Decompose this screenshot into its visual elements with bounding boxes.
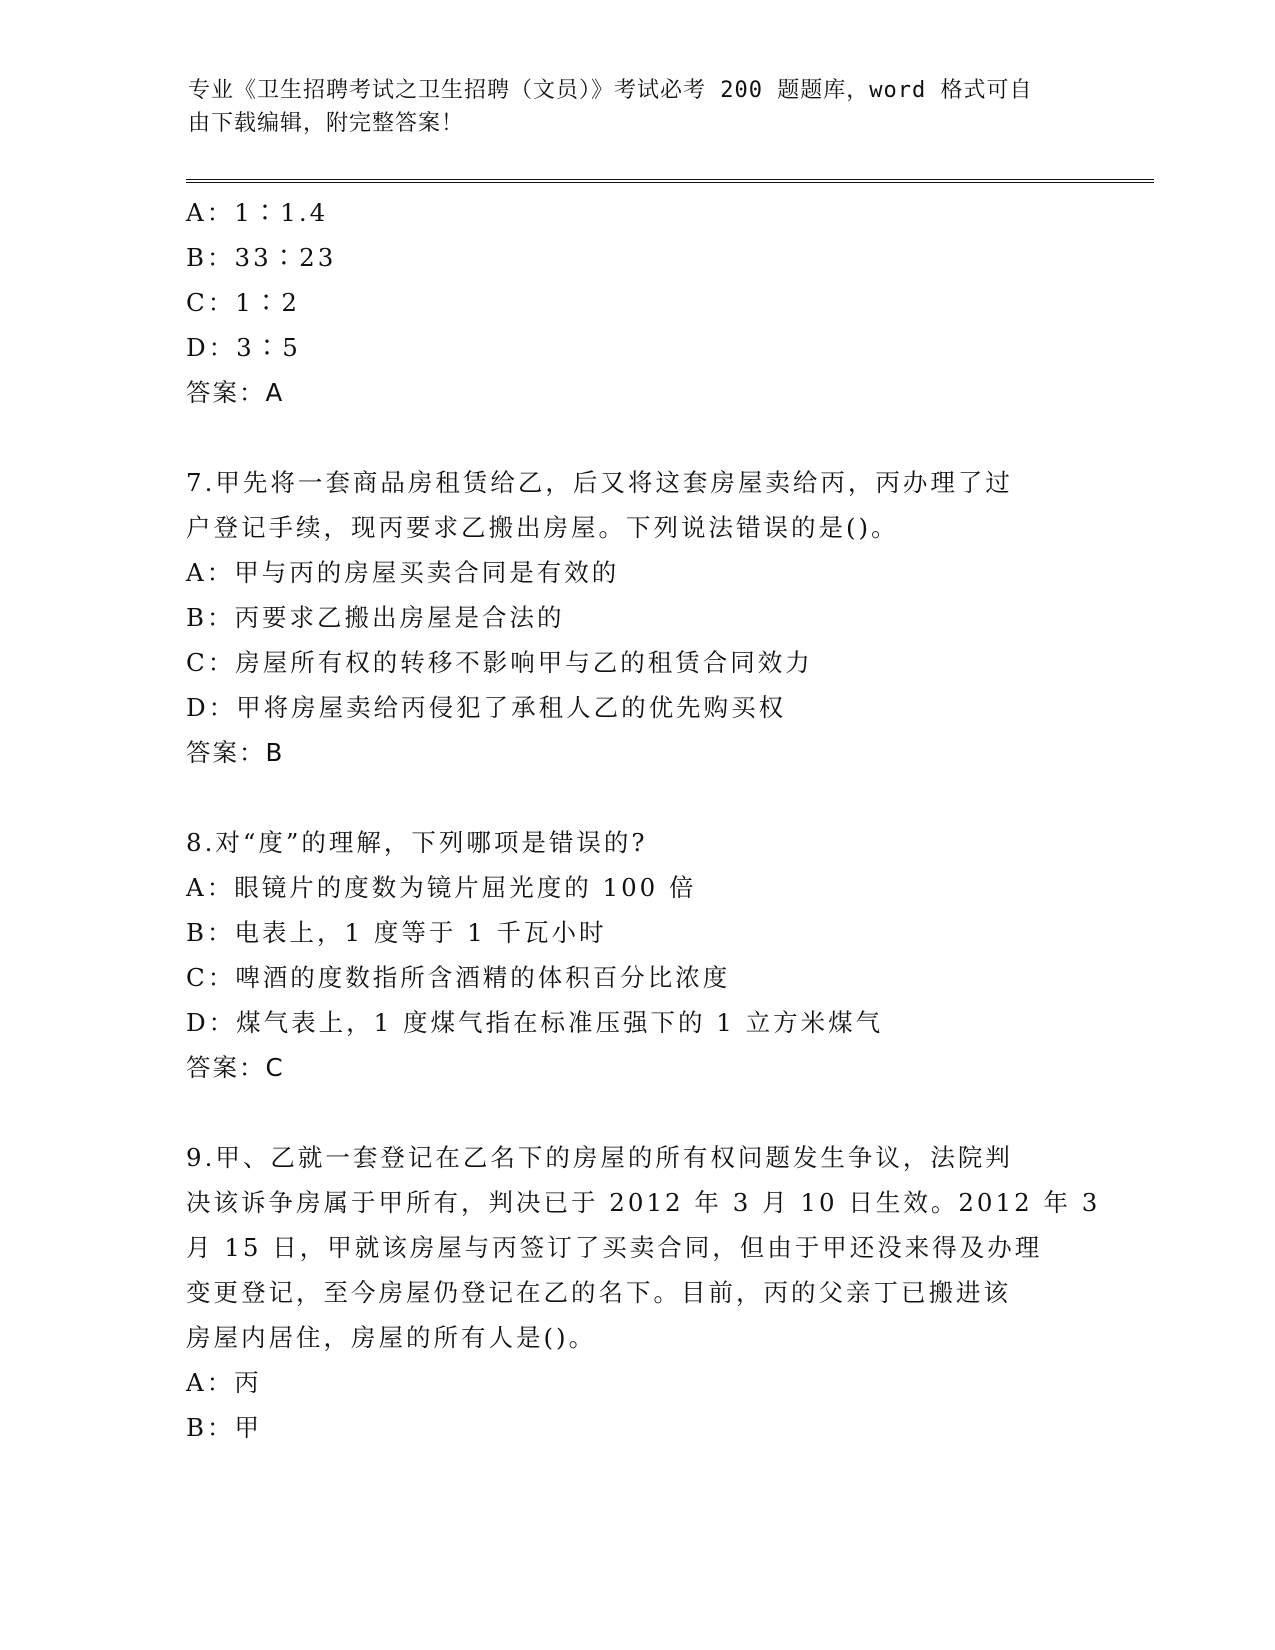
question-stem: 变更登记，至今房屋仍登记在乙的名下。目前，丙的父亲丁已搬进该 — [186, 1278, 1011, 1307]
header-line-1: 专业《卫生招聘考试之卫生招聘（文员）》考试必考 200 题题库，word 格式可自 — [188, 78, 1033, 103]
option-a: A：丙 — [186, 1368, 262, 1397]
question-list — [186, 190, 1101, 1450]
option-d: D：甲将房屋卖给丙侵犯了承租人乙的优先购买权 — [186, 693, 787, 722]
answer: 答案：C — [186, 1053, 285, 1082]
option-a: A：甲与丙的房屋买卖合同是有效的 — [186, 558, 620, 587]
header-divider — [186, 179, 1154, 183]
option-c: C：房屋所有权的转移不影响甲与乙的租赁合同效力 — [186, 648, 813, 677]
question-stem: 8.对“度”的理解，下列哪项是错误的? — [186, 828, 648, 857]
spacer — [186, 1090, 1086, 1135]
question-stem: 月 15 日，甲就该房屋与丙签订了买卖合同，但由于甲还没来得及办理 — [186, 1233, 1043, 1262]
option-c: C：1∶2 — [186, 288, 300, 317]
option-c: C：啤酒的度数指所含酒精的体积百分比浓度 — [186, 963, 731, 992]
spacer — [186, 415, 1086, 460]
page-header — [188, 74, 1068, 140]
question-stem: 房屋内居住，房屋的所有人是()。 — [186, 1323, 597, 1352]
option-b: B：丙要求乙搬出房屋是合法的 — [186, 603, 565, 632]
question-stem: 决该诉争房属于甲所有，判决已于 2012 年 3 月 10 日生效。2012 年 3 — [186, 1188, 1101, 1217]
question-6 — [186, 190, 1086, 415]
answer: 答案：B — [186, 738, 285, 767]
header-line-2: 由下载编辑，附完整答案！ — [188, 111, 465, 136]
question-stem: 户登记手续，现丙要求乙搬出房屋。下列说法错误的是()。 — [186, 513, 899, 542]
question-8 — [186, 820, 1086, 1090]
answer: 答案：A — [186, 378, 285, 407]
question-9 — [186, 1135, 1101, 1450]
option-b: B：33∶23 — [186, 243, 337, 272]
question-stem: 7.甲先将一套商品房租赁给乙，后又将这套房屋卖给丙，丙办理了过 — [186, 468, 1013, 497]
spacer — [186, 775, 1086, 820]
option-d: D：煤气表上，1 度煤气指在标准压强下的 1 立方米煤气 — [186, 1008, 884, 1037]
question-7 — [186, 460, 1086, 775]
option-b: B：电表上，1 度等于 1 千瓦小时 — [186, 918, 607, 947]
option-a: A：1∶1.4 — [186, 198, 329, 227]
question-stem: 9.甲、乙就一套登记在乙名下的房屋的所有权问题发生争议，法院判 — [186, 1143, 1013, 1172]
option-b: B：甲 — [186, 1413, 263, 1442]
option-d: D：3∶5 — [186, 333, 301, 362]
option-a: A：眼镜片的度数为镜片屈光度的 100 倍 — [186, 873, 697, 902]
